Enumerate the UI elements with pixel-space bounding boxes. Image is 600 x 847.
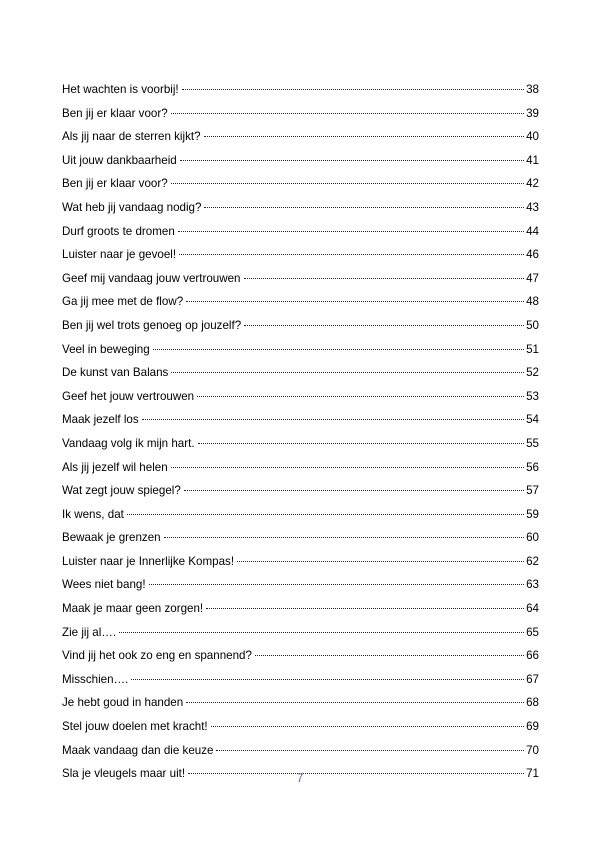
toc-entry-title: Wat zegt jouw spiegel? [62,484,181,498]
toc-entry-title: Wat heb jij vandaag nodig? [62,200,202,214]
toc-dot-leader [186,702,524,703]
toc-dot-leader [171,372,524,373]
toc-entry-page: 66 [526,649,539,663]
toc-entry-page: 44 [526,224,539,238]
toc-dot-leader [206,608,524,609]
toc-dot-leader [216,750,524,751]
toc-dot-leader [178,231,524,232]
toc-entry-page: 47 [526,271,539,285]
toc-entry-title: Ga jij mee met de flow? [62,295,184,309]
toc-dot-leader [180,160,524,161]
toc-entry-title: Luister naar je Innerlijke Kompas! [62,554,235,568]
toc-entry[interactable] [62,102,539,126]
toc-entry[interactable] [62,243,539,267]
toc-entry-page: 46 [526,248,539,262]
toc-entry-page: 48 [526,295,539,309]
toc-entry-title: Misschien…. [62,672,129,686]
toc-dot-leader [119,632,524,633]
toc-dot-leader [197,396,524,397]
toc-dot-leader [127,514,524,515]
toc-entry-title: Zie jij al…. [62,625,117,639]
toc-entry-title: Uit jouw dankbaarheid [62,153,177,167]
toc-dot-leader [149,584,525,585]
toc-entry-title: Wees niet bang! [62,578,146,592]
toc-entry-page: 51 [526,342,539,356]
toc-entry-title: Het wachten is voorbij! [62,83,179,96]
toc-entry-title: Veel in beweging [62,342,150,356]
toc-entry-title: Stel jouw doelen met kracht! [62,720,208,734]
toc-entry[interactable] [62,573,539,597]
toc-dot-leader [171,113,524,114]
toc-entry[interactable] [62,78,539,102]
toc-dot-leader [142,419,524,420]
toc-entry[interactable] [62,432,539,456]
toc-entry-page: 38 [526,83,539,96]
toc-entry[interactable] [62,408,539,432]
toc-dot-leader [153,349,524,350]
toc-entry-page: 39 [526,106,539,120]
toc-entry-page: 70 [526,743,539,757]
toc-dot-leader [204,136,525,137]
toc-entry[interactable] [62,456,539,480]
toc-entry-title: Maak je maar geen zorgen! [62,602,204,616]
toc-dot-leader [211,726,524,727]
toc-entry-title: Ben jij er klaar voor? [62,177,168,191]
toc-entry[interactable] [62,503,539,527]
toc-entry[interactable] [62,290,539,314]
toc-entry[interactable] [62,196,539,220]
toc-entry[interactable] [62,597,539,621]
toc-dot-leader [182,89,524,90]
toc-dot-leader [244,325,524,326]
toc-dot-leader [255,655,524,656]
page-number: 7 [296,771,304,785]
toc-entry[interactable] [62,361,539,385]
toc-entry-page: 63 [526,578,539,592]
toc-entry-title: Sla je vleugels maar uit! [62,767,186,781]
toc-entry-page: 50 [526,318,539,332]
toc-entry[interactable] [62,267,539,291]
toc-dot-leader [244,278,525,279]
toc-entry-title: Als jij naar de sterren kijkt? [62,130,201,144]
toc-dot-leader [171,467,524,468]
toc-entry-page: 42 [526,177,539,191]
toc-dot-leader [179,254,524,255]
toc-entry-page: 57 [526,484,539,498]
toc-entry[interactable] [62,691,539,715]
toc-dot-leader [164,537,524,538]
toc-entry-page: 59 [526,507,539,521]
toc-entry-page: 68 [526,696,539,710]
toc-entry[interactable] [62,385,539,409]
toc-entry-title: Luister naar je gevoel! [62,248,177,262]
toc-entry[interactable] [62,220,539,244]
toc-entry-title: Ik wens, dat [62,507,124,521]
toc-entry[interactable] [62,739,539,763]
toc-entry[interactable] [62,644,539,668]
toc-entry[interactable] [62,550,539,574]
toc-entry[interactable] [62,526,539,550]
toc-entry-page: 40 [526,130,539,144]
toc-entry-page: 55 [526,436,539,450]
toc-entry-page: 65 [526,625,539,639]
toc-dot-leader [171,183,524,184]
toc-entry[interactable] [62,668,539,692]
toc-entry-title: Geef het jouw vertrouwen [62,389,195,403]
toc-dot-leader [198,443,525,444]
toc-dot-leader [184,490,524,491]
toc-entry-title: Vandaag volg ik mijn hart. [62,436,195,450]
toc-entry[interactable] [62,479,539,503]
toc-entry-title: Ben jij wel trots genoeg op jouzelf? [62,318,242,332]
toc-entry[interactable] [62,125,539,149]
toc-entry-page: 60 [526,531,539,545]
toc-entry-title: Maak jezelf los [62,413,139,427]
toc-entry-title: Ben jij er klaar voor? [62,106,168,120]
toc-dot-leader [186,301,524,302]
toc-entry-page: 69 [526,720,539,734]
toc-entry-title: Geef mij vandaag jouw vertrouwen [62,271,241,285]
toc-dot-leader [237,561,524,562]
toc-entry[interactable] [62,621,539,645]
toc-entry[interactable] [62,338,539,362]
toc-entry-page: 62 [526,554,539,568]
toc-entry[interactable] [62,715,539,739]
toc-entry-page: 71 [526,767,539,781]
toc-entry-title: Durf groots te dromen [62,224,175,238]
toc-entry-page: 56 [526,460,539,474]
toc-entry-page: 53 [526,389,539,403]
toc-entry-title: Maak vandaag dan die keuze [62,743,214,757]
table-of-contents [62,78,539,786]
toc-entry-title: Je hebt goud in handen [62,696,184,710]
toc-entry-page: 64 [526,602,539,616]
toc-entry-page: 41 [526,153,539,167]
toc-entry-title: Vind jij het ook zo eng en spannend? [62,649,252,663]
toc-entry[interactable] [62,149,539,173]
toc-entry-page: 43 [526,200,539,214]
toc-entry-title: Bewaak je grenzen [62,531,161,545]
toc-entry-page: 54 [526,413,539,427]
toc-entry-title: Als jij jezelf wil helen [62,460,168,474]
toc-dot-leader [131,679,524,680]
toc-entry-title: De kunst van Balans [62,366,169,380]
toc-entry[interactable] [62,314,539,338]
toc-entry-page: 52 [526,366,539,380]
toc-entry[interactable] [62,172,539,196]
toc-entry-page: 67 [526,672,539,686]
toc-dot-leader [204,207,524,208]
